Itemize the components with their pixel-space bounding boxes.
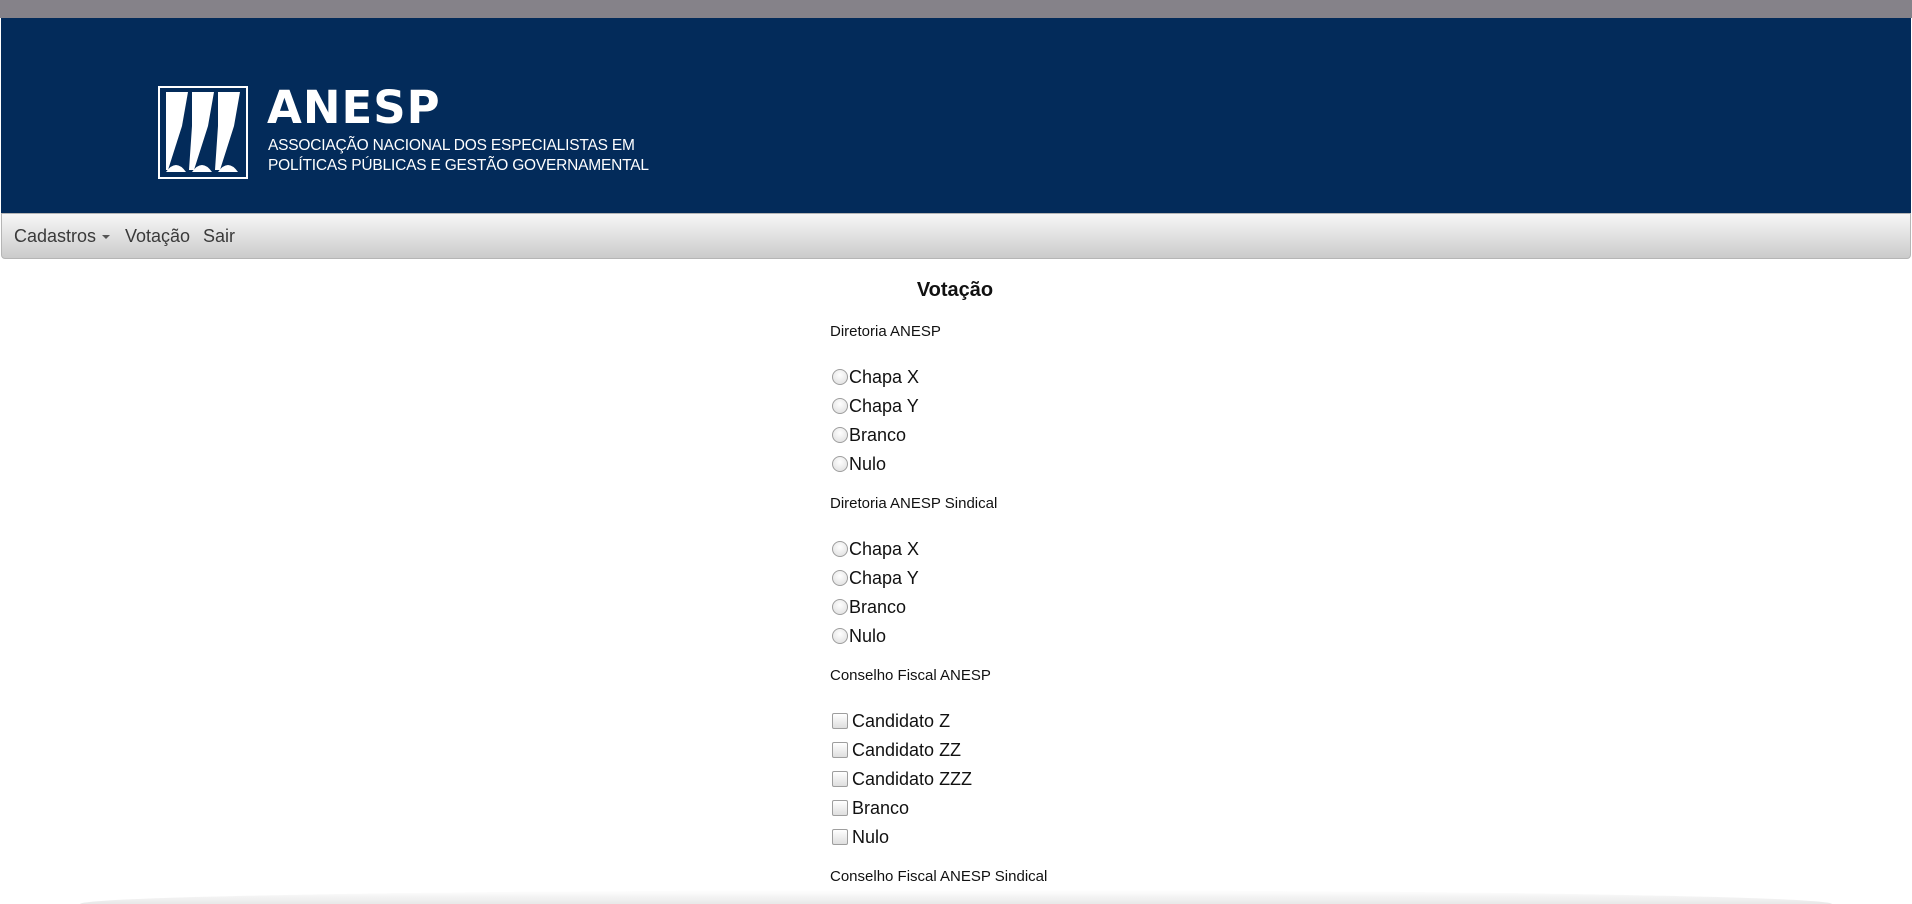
main-navbar [1,213,1911,259]
section-label-diretoria-anesp: Diretoria ANESP [830,323,941,340]
section-label-conselho-fiscal-anesp: Conselho Fiscal ANESP [830,667,991,684]
option-diretoria-sindical-branco[interactable]: Branco [832,594,906,620]
checkbox[interactable] [832,742,848,758]
option-conselho-fiscal-candidato-z[interactable]: Candidato Z [832,708,950,734]
option-diretoria-sindical-nulo[interactable]: Nulo [832,623,886,649]
brand-subtitle-line1: ASSOCIAÇÃO NACIONAL DOS ESPECIALISTAS EM [268,137,635,154]
radio-button[interactable] [832,599,848,615]
option-diretoria-sindical-chapa-y[interactable]: Chapa Y [832,565,919,591]
checkbox[interactable] [832,771,848,787]
radio-button[interactable] [832,541,848,557]
nav-sair-link[interactable]: Sair [203,226,236,246]
nav-votacao-link[interactable]: Votação [125,226,191,246]
option-diretoria-sindical-chapa-x[interactable]: Chapa X [832,536,919,562]
option-conselho-fiscal-nulo[interactable]: Nulo [832,824,889,850]
brand-name: ANESP [267,81,441,134]
option-diretoria-anesp-chapa-x[interactable]: Chapa X [832,364,919,390]
checkbox[interactable] [832,829,848,845]
radio-button[interactable] [832,628,848,644]
footer-shadow [80,890,1832,904]
radio-button[interactable] [832,570,848,586]
browser-top-strip [0,0,1912,18]
brand-subtitle-line2: POLÍTICAS PÚBLICAS E GESTÃO GOVERNAMENTAL [268,157,649,174]
option-diretoria-anesp-branco[interactable]: Branco [832,422,906,448]
option-diretoria-anesp-nulo[interactable]: Nulo [832,451,886,477]
section-label-diretoria-anesp-sindical: Diretoria ANESP Sindical [830,495,998,512]
checkbox[interactable] [832,713,848,729]
radio-button[interactable] [832,369,848,385]
radio-button[interactable] [832,456,848,472]
radio-button[interactable] [832,398,848,414]
checkbox[interactable] [832,800,848,816]
section-label-conselho-fiscal-anesp-sindical: Conselho Fiscal ANESP Sindical [830,868,1048,885]
site-header [1,18,1911,213]
option-conselho-fiscal-candidato-zz[interactable]: Candidato ZZ [832,737,961,763]
page-title: Votação [916,279,994,301]
option-conselho-fiscal-branco[interactable]: Branco [832,795,909,821]
option-diretoria-anesp-chapa-y[interactable]: Chapa Y [832,393,919,419]
radio-button[interactable] [832,427,848,443]
anesp-logo-icon [158,86,248,179]
caret-down-icon [102,235,110,239]
nav-cadastros-dropdown[interactable] [14,214,110,258]
option-conselho-fiscal-candidato-zzz[interactable]: Candidato ZZZ [832,766,972,792]
nav-cadastros-label: Cadastros [14,226,97,246]
